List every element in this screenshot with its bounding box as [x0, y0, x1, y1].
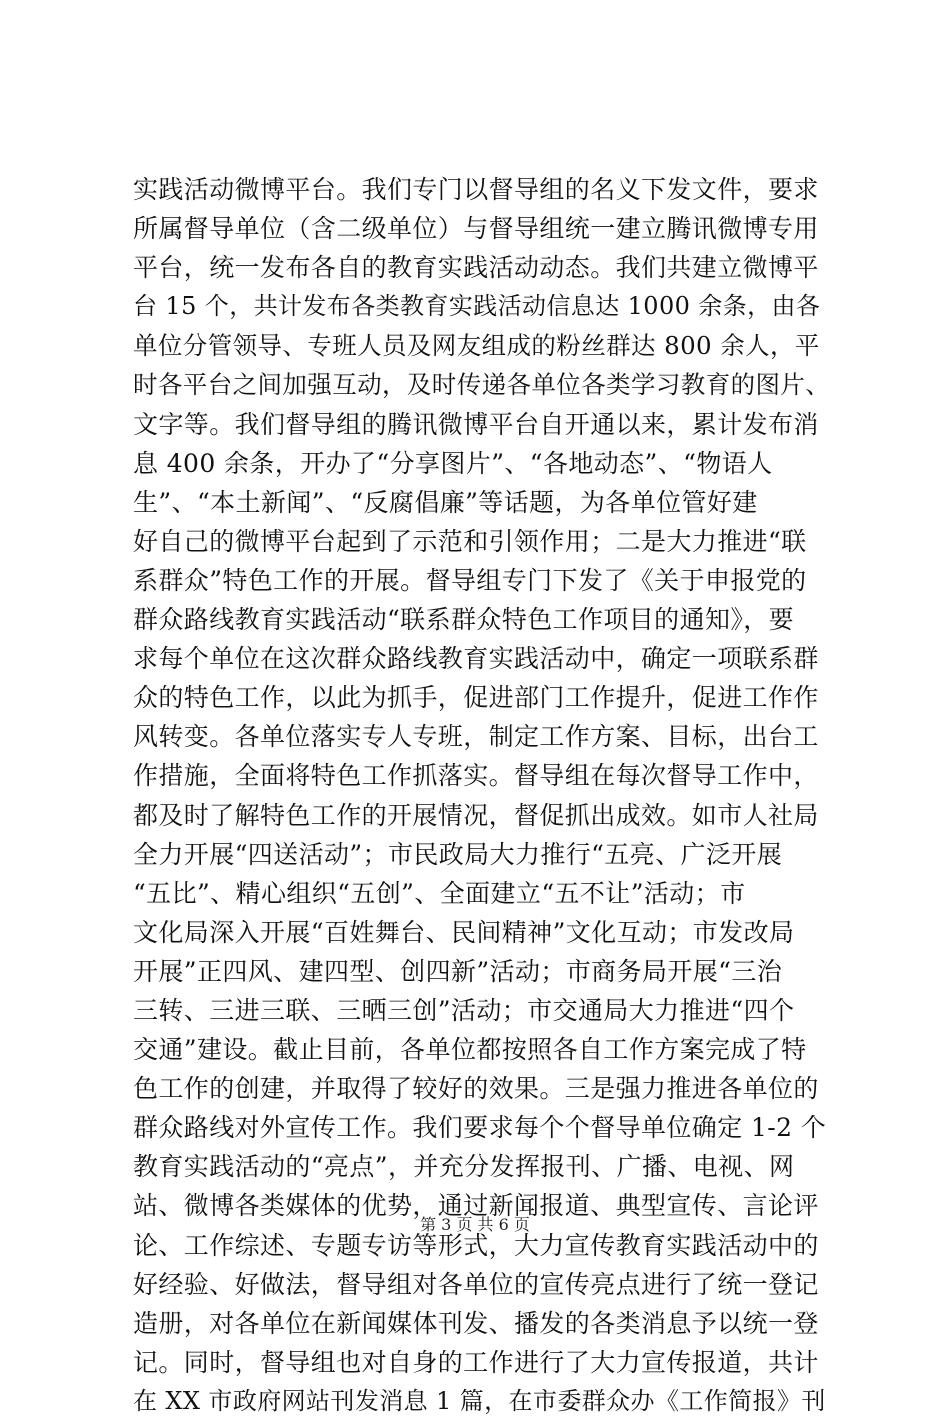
text-line: 风转变。各单位落实专人专班，制定工作方案、目标，出台工 — [133, 722, 819, 752]
text-line: 实践活动微博平台。我们专门以督导组的名义下发文件，要求 — [133, 175, 819, 204]
text-line: 好经验、好做法，督导组对各单位的宣传亮点进行了统一登记 — [133, 1269, 819, 1299]
text-line: 平台，统一发布各自的教育实践活动动态。我们共建立微博平 — [133, 253, 819, 283]
text-line: 所属督导单位（含二级单位）与督导组统一建立腾讯微博专用 — [133, 214, 819, 244]
text-line: “五比”、精心组织“五创”、全面建立“五不让”活动；市 — [133, 878, 746, 908]
text-line: 作措施，全面将特色工作抓落实。督导组在每次督导工作中， — [133, 761, 819, 791]
text-line: 生”、“本土新闻”、“反腐倡廉”等话题，为各单位管好建 — [133, 487, 758, 517]
text-line: 都及时了解特色工作的开展情况，督促抓出成效。如市人社局 — [133, 800, 819, 830]
text-line: 时各平台之间加强互动，及时传递各单位各类学习教育的图片、 — [133, 370, 831, 400]
text-line: 求每个单位在这次群众路线教育实践活动中，确定一项联系群 — [133, 644, 819, 674]
text-line: 息 400 余条，开办了“分享图片”、“各地动态”、“物语人 — [133, 448, 773, 478]
text-line: 单位分管领导、专班人员及网友组成的粉丝群达 800 余人，平 — [133, 331, 820, 361]
text-line: 台 15 个，共计发布各类教育实践活动信息达 1000 余条，由各 — [133, 292, 821, 321]
text-line: 论、工作综述、专题专访等形式，大力宣传教育实践活动中的 — [133, 1230, 819, 1260]
text-line: 色工作的创建，并取得了较好的效果。三是强力推进各单位的 — [133, 1074, 819, 1104]
text-line: 文化局深入开展“百姓舞台、民间精神”文化互动；市发改局 — [133, 917, 795, 947]
text-line: 三转、三进三联、三晒三创”活动；市交通局大力推进“四个 — [133, 995, 795, 1025]
text-line: 群众路线教育实践活动“联系群众特色工作项目的通知》，要 — [133, 605, 795, 635]
text-line: 开展”正四风、建四型、创四新”活动；市商务局开展“三治 — [133, 956, 783, 986]
text-line: 系群众”特色工作的开展。督导组专门下发了《关于申报党的 — [133, 565, 807, 595]
text-line: 在 XX 市政府网站刊发消息 1 篇，在市委群众办《工作简报》刊 — [133, 1386, 826, 1415]
text-line: 好自己的微博平台起到了示范和引领作用；二是大力推进“联 — [133, 526, 807, 556]
text-line: 文字等。我们督导组的腾讯微博平台自开通以来，累计发布消 — [133, 409, 819, 439]
text-line: 交通”建设。截止目前，各单位都按照各自工作方案完成了特 — [133, 1035, 807, 1065]
text-line: 全力开展“四送活动”；市民政局大力推行“五亮、广泛开展 — [133, 839, 783, 869]
text-line: 群众路线对外宣传工作。我们要求每个个督导单位确定 1-2 个 — [133, 1113, 827, 1143]
text-line: 站、微博各类媒体的优势，通过新闻报道、典型宣传、言论评 — [133, 1191, 819, 1221]
page-footer: 第 3 页 共 6 页 — [420, 1215, 530, 1234]
text-line: 教育实践活动的“亮点”，并充分发挥报刊、广播、电视、网 — [133, 1152, 795, 1182]
text-line: 记。同时，督导组也对自身的工作进行了大力宣传报道，共计 — [133, 1347, 819, 1377]
text-line: 众的特色工作，以此为抓手，促进部门工作提升，促进工作作 — [133, 683, 819, 713]
text-line: 造册，对各单位在新闻媒体刊发、播发的各类消息予以统一登 — [133, 1308, 819, 1338]
